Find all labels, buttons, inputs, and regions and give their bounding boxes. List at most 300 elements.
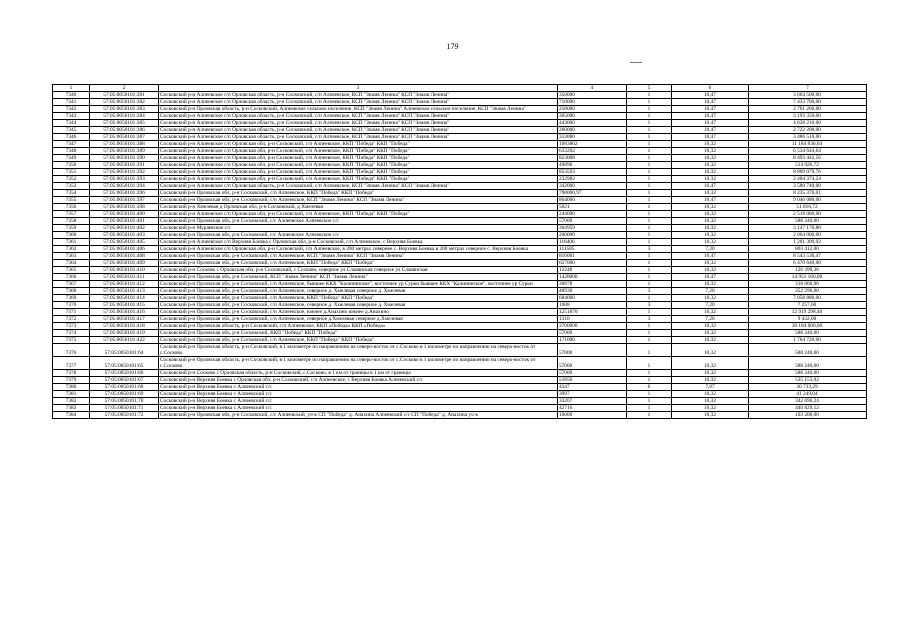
rate-cell: 10,32 xyxy=(672,344,749,357)
row-number-cell: 7372 xyxy=(53,316,90,323)
address-cell: Сосковский р-н Сосково с Орловская обл, р-н Сосковский, с Сосково, северное ул.Славянская северное ул.Славянская xyxy=(159,267,558,274)
rate-cell: 10,32 xyxy=(672,398,749,405)
area-cell: 816001 xyxy=(558,253,627,260)
rate-cell: 10,32 xyxy=(672,357,749,370)
table-row xyxy=(53,253,867,260)
category-cell: 1 xyxy=(627,309,672,316)
cadastral-number-cell: 57:05:0050101:419 xyxy=(90,330,159,337)
address-cell: Сосковский р-н Алпеевское с/п Орловская область, р-н Сосковский, с/п Алпеевское, КСП "Знамя Ленина" КСП "Знамя Ленина" xyxy=(159,92,558,99)
cadastral-number-cell: 57:05:0050101:398 xyxy=(90,204,159,211)
cadastral-value-cell: 514 926,72 xyxy=(749,162,867,169)
category-cell: 1 xyxy=(627,218,672,225)
category-cell: 1 xyxy=(627,169,672,176)
address-cell: Сосковский р-н Орловская обл, р-н Сосковский, с/п Алпеевское, ККП "Победа" ККП "Победа" xyxy=(159,190,558,197)
cadastral-value-cell: 38 184 000,00 xyxy=(749,323,867,330)
row-number-cell: 7373 xyxy=(53,323,90,330)
table-row xyxy=(53,176,867,183)
cadastral-number-cell: 57:05:0050101:405 xyxy=(90,239,159,246)
area-cell: 443000 xyxy=(558,120,627,127)
scan-mark xyxy=(630,62,642,63)
cadastral-value-cell: 7 257,60 xyxy=(749,302,867,309)
cadastral-value-cell: 8 235 370,01 xyxy=(749,190,867,197)
cadastral-number-cell: 57:05:0050101:72 xyxy=(90,412,159,419)
row-number-cell: 7377 xyxy=(53,357,90,370)
table-row xyxy=(53,323,867,330)
category-cell: 1 xyxy=(627,211,672,218)
rate-cell: 10,32 xyxy=(672,155,749,162)
address-cell: Сосковский р-н Орловская обл, р-н Сосковский, с/п Алпеевское, КСП "Знамя Ленина" КСП "Знамя Ленина" xyxy=(159,197,558,204)
row-number-cell: 7379 xyxy=(53,377,90,384)
cadastral-value-cell: 11 184 836,64 xyxy=(749,141,867,148)
table-row xyxy=(53,370,867,377)
address-cell: Сосковский р-н Алпеевское с/п Орловская обл, р-н Сосковский, с/п Алпеевское, ККП "Победа" ККП "Победа" xyxy=(159,176,558,183)
table-row xyxy=(53,120,867,127)
area-cell: 57000 xyxy=(558,357,627,370)
rate-cell: 10,47 xyxy=(672,106,749,113)
cadastral-number-cell: 57:05:0050101:64 xyxy=(90,344,159,357)
rate-cell: 10,47 xyxy=(672,274,749,281)
category-cell: 1 xyxy=(627,225,672,232)
area-cell: 305000 xyxy=(558,113,627,120)
cadastral-number-cell: 57:05:0050101:400 xyxy=(90,211,159,218)
category-cell: 1 xyxy=(627,183,672,190)
rate-cell: 10,32 xyxy=(672,218,749,225)
cadastral-value-cell: 12 919 298,40 xyxy=(749,309,867,316)
address-cell: Сосковский р-н Орловская обл, р-н Сосковский, с/с Алпеевское Алпеевское с/с xyxy=(159,218,558,225)
rate-cell: 10,47 xyxy=(672,253,749,260)
cadastral-value-cell: 2 722 200,00 xyxy=(749,127,867,134)
address-cell: Сосковский р-н Сосково с Орловская область, р-н Сосковский, с.Сосково, в 1 км от границы в 1 км от границы xyxy=(159,370,558,377)
cadastral-value-cell: 2 701 260,00 xyxy=(749,106,867,113)
rate-cell: 10,32 xyxy=(672,323,749,330)
row-number-cell: 7356 xyxy=(53,204,90,211)
area-cell: 10000 xyxy=(558,412,627,419)
row-number-cell: 7355 xyxy=(53,197,90,204)
table-row xyxy=(53,190,867,197)
address-cell: Сосковский р-н Орловская обл, р-н Сосковский, с/п Алпеевское, южнее д.Анахино южнее д.Анахино xyxy=(159,309,558,316)
table-row xyxy=(53,141,867,148)
cadastral-value-cell: 8 543 530,47 xyxy=(749,253,867,260)
category-cell: 1 xyxy=(627,281,672,288)
cadastral-value-cell: 8 493 442,56 xyxy=(749,155,867,162)
rate-cell: 10,47 xyxy=(672,134,749,141)
table-row xyxy=(53,391,867,398)
area-cell: 710000 xyxy=(558,99,627,106)
rate-cell: 10,32 xyxy=(672,141,749,148)
address-cell: Сосковский р-н Алпеевское с/п Орловская обл, р-н Сосковский, с/п Алпеевское, ККП "Победа" ККП "Победа" xyxy=(159,169,558,176)
rate-cell: 10,47 xyxy=(672,92,749,99)
cadastral-number-cell: 57:05:0050101:391 xyxy=(90,162,159,169)
header-cell: 7 xyxy=(749,85,867,92)
category-cell: 1 xyxy=(627,405,672,412)
table-row xyxy=(53,197,867,204)
category-cell: 1 xyxy=(627,357,672,370)
rate-cell: 10,32 xyxy=(672,232,749,239)
cadastral-number-cell: 57:05:0050101:393 xyxy=(90,176,159,183)
cadastral-number-cell: 57:05:0050101:409 xyxy=(90,260,159,267)
table-row xyxy=(53,92,867,99)
area-cell: 57000 xyxy=(558,218,627,225)
area-cell: 48930 xyxy=(558,288,627,295)
address-cell: Сосковский р-н Верхняя Боевка с Алпеевский с/с xyxy=(159,398,558,405)
cadastral-value-cell: 440 829,12 xyxy=(749,405,867,412)
rate-cell: 7,20 xyxy=(672,288,749,295)
area-cell: 57000 xyxy=(558,370,627,377)
address-cell: Сосковский р-н Орловская обл, р-н Сосковский, с/п Алпеевское, ККП "Победа" ККП "Победа" xyxy=(159,260,558,267)
cadastral-value-cell: 352 296,00 xyxy=(749,288,867,295)
rate-cell: 10,47 xyxy=(672,127,749,134)
rate-cell: 10,32 xyxy=(672,176,749,183)
cadastral-number-cell: 57:05:0050101:412 xyxy=(90,281,159,288)
category-cell: 3 xyxy=(627,246,672,253)
category-cell: 1 xyxy=(627,92,672,99)
table-row xyxy=(53,344,867,357)
table-row xyxy=(53,246,867,253)
address-cell: Сосковский р-н Орловская обл, р-н Сосковский, с/п Алпеевское, ККП "Победа" ККП "Победа" xyxy=(159,295,558,302)
area-cell: 171000 xyxy=(558,337,627,344)
row-number-cell: 7352 xyxy=(53,176,90,183)
cadastral-value-cell: 588 240,00 xyxy=(749,218,867,225)
row-number-cell: 7350 xyxy=(53,162,90,169)
area-cell: 5021 xyxy=(558,204,627,211)
address-cell: Сосковский р-н Верхняя Боевка с Алпеевский с/с xyxy=(159,384,558,391)
rate-cell: 10,47 xyxy=(672,120,749,127)
cadastral-value-cell: 803 412,00 xyxy=(749,246,867,253)
cadastral-number-cell: 57:05:0050101:408 xyxy=(90,253,159,260)
area-cell: 1310 xyxy=(558,316,627,323)
cadastral-number-cell: 57:05:0050101:411 xyxy=(90,274,159,281)
area-cell: 200000 xyxy=(558,232,627,239)
cadastral-number-cell: 57:05:0050101:383 xyxy=(90,106,159,113)
rate-cell: 10,32 xyxy=(672,309,749,316)
cadastral-value-cell: 6 534 644,64 xyxy=(749,148,867,155)
header-cell: 3 xyxy=(159,85,558,92)
category-cell: 1 xyxy=(627,260,672,267)
cadastral-number-cell: 57:05:0050101:418 xyxy=(90,323,159,330)
rate-cell: 7,20 xyxy=(672,302,749,309)
category-cell: 1 xyxy=(627,344,672,357)
cadastral-number-cell: 57:05:0050101:394 xyxy=(90,183,159,190)
table-row xyxy=(53,295,867,302)
address-cell: Сосковский р-н Орловская обл, р-н Сосковский, с/п Алпеевское, северное д. Хмелевая северное д. Хмелевая xyxy=(159,288,558,295)
table-row xyxy=(53,330,867,337)
category-cell: 1 xyxy=(627,176,672,183)
cadastral-number-cell: 57:05:0050101:382 xyxy=(90,99,159,106)
table-row xyxy=(53,239,867,246)
category-cell: 1 xyxy=(627,391,672,398)
table-row xyxy=(53,412,867,419)
cadastral-value-cell: 41 249,04 xyxy=(749,391,867,398)
cadastral-number-cell: 57:05:0050101:65 xyxy=(90,357,159,370)
address-cell: Сосковский р-н Орловская обл, р-н Сосковский, ККП "Победа" ККП "Победа" xyxy=(159,330,558,337)
address-cell: Сосковский р-н Алпеевское с/п Орловская область, р-н Сосковский, с/п Алпеевское, КСП "Знамя Ленина" КСП "Знамя Ленина" xyxy=(159,127,558,134)
category-cell: 3 xyxy=(627,288,672,295)
table-body xyxy=(53,85,867,419)
cadastral-number-cell: 57:05:0050101:410 xyxy=(90,267,159,274)
area-cell: 4347 xyxy=(558,384,627,391)
category-cell: 1 xyxy=(627,204,672,211)
area-cell: 627000 xyxy=(558,260,627,267)
header-cell: 6 xyxy=(672,85,749,92)
cadastral-number-cell: 57:05:0050101:381 xyxy=(90,92,159,99)
area-cell: 823008 xyxy=(558,155,627,162)
area-cell: 33207 xyxy=(558,398,627,405)
area-cell: 1251870 xyxy=(558,309,627,316)
cadastral-number-cell: 57:05:0050101:384 xyxy=(90,113,159,120)
address-cell: Сосковский р-н Алпеевское с/п Орловская область, р-н Сосковский, с/п Алпеевское, КСП "Знамя Ленина" КСП "Знамя Ленина" xyxy=(159,183,558,190)
row-number-cell: 7367 xyxy=(53,281,90,288)
row-number-cell: 7383 xyxy=(53,405,90,412)
cadastral-value-cell: 588 240,00 xyxy=(749,370,867,377)
category-cell: 1 xyxy=(627,323,672,330)
cadastral-number-cell: 57:05:0050101:68 xyxy=(90,384,159,391)
cadastral-value-cell: 3 193 350,00 xyxy=(749,113,867,120)
row-number-cell: 7354 xyxy=(53,190,90,197)
row-number-cell: 7353 xyxy=(53,183,90,190)
category-cell: 1 xyxy=(627,197,672,204)
row-number-cell: 7347 xyxy=(53,141,90,148)
category-cell: 6 xyxy=(627,384,672,391)
row-number-cell: 7374 xyxy=(53,330,90,337)
area-cell: 111585 xyxy=(558,246,627,253)
cadastral-number-cell: 57:05:0050101:415 xyxy=(90,302,159,309)
row-number-cell: 7358 xyxy=(53,218,90,225)
header-cell: 5 xyxy=(627,85,672,92)
address-cell: Сосковский р-н Алпеевское с/п Орловская обл, р-н Сосковский, с/п Алпеевское, ККП "Победа" ККП "Победа" xyxy=(159,141,558,148)
table-row xyxy=(53,274,867,281)
row-number-cell: 7351 xyxy=(53,169,90,176)
rate-cell: 10,32 xyxy=(672,204,749,211)
cadastral-value-cell: 3 580 740,00 xyxy=(749,183,867,190)
row-number-cell: 7359 xyxy=(53,225,90,232)
row-number-cell: 7340 xyxy=(53,92,90,99)
rate-cell: 10,47 xyxy=(672,197,749,204)
cadastral-number-cell: 57:05:0050101:414 xyxy=(90,295,159,302)
category-cell: 1 xyxy=(627,377,672,384)
row-number-cell: 7362 xyxy=(53,246,90,253)
address-cell: Сосковский р-н Алпеевское с/п Орловская обл, р-н Сосковский, с/п Алпеевское, ККП "Победа" ККП "Победа" xyxy=(159,155,558,162)
table-row xyxy=(53,281,867,288)
cadastral-number-cell: 57:05:0050101:422 xyxy=(90,337,159,344)
cadastral-number-cell: 57:05:0050101:71 xyxy=(90,405,159,412)
header-cell: 1 xyxy=(53,85,90,92)
area-cell: 1083802 xyxy=(558,141,627,148)
address-cell: Сосковский р-н Алпеевское с/п Орловская обл, р-н Сосковский, с/п Алпеевское, ККП "Победа" ККП "Победа" xyxy=(159,162,558,169)
cadastral-number-cell: 57:05:0050101:385 xyxy=(90,120,159,127)
address-cell: Сосковский р-н Верхняя Боевка с Алпеевский с/с xyxy=(159,405,558,412)
table-row xyxy=(53,232,867,239)
address-cell: Сосковский р-н Алпеевское с/п Орловская обл, р-н Сосковский, с/п Алпеевское, ККП "Победа" ККП "Победа" xyxy=(159,211,558,218)
area-cell: 57000 xyxy=(558,330,627,337)
category-cell: 1 xyxy=(627,120,672,127)
category-cell: 1 xyxy=(627,134,672,141)
cadastral-value-cell: 4 638 210,00 xyxy=(749,120,867,127)
category-cell: 1 xyxy=(627,155,672,162)
address-cell: Сосковский р-н Верхняя Боевка с Орловская обл, р-н Сосковский, с/п Алпеевское, с Верхняя Боевка Алпеевский с/с xyxy=(159,377,558,384)
row-number-cell: 7365 xyxy=(53,267,90,274)
cadastral-number-cell: 57:05:0050101:388 xyxy=(90,141,159,148)
area-cell: 304959 xyxy=(558,225,627,232)
row-number-cell: 7370 xyxy=(53,302,90,309)
cadastral-value-cell: 588 240,00 xyxy=(749,330,867,337)
area-cell: 633202 xyxy=(558,148,627,155)
table-row xyxy=(53,204,867,211)
cadastral-table xyxy=(52,84,867,419)
row-number-cell: 7381 xyxy=(53,391,90,398)
table-row xyxy=(53,267,867,274)
table-row xyxy=(53,337,867,344)
address-cell: Сосковский р-н Орловская обл, р-н Сосковский, с/п Алпеевское, северное д.Хмелевая северное д.Хмелевая xyxy=(159,316,558,323)
cadastral-value-cell: 535 153,92 xyxy=(749,377,867,384)
address-cell: Сосковский р-н Орловская область, р-н Сосковский, с/п Алпеевское, ККП «Победа» ККП «Победа» xyxy=(159,323,558,330)
address-cell: Сосковский р-н Орловская обл, р-н Сосковский, с/с Алпеевское Алпеевское с/с xyxy=(159,232,558,239)
cadastral-number-cell: 57:05:0050101:413 xyxy=(90,288,159,295)
category-cell: 3 xyxy=(627,302,672,309)
row-number-cell: 7361 xyxy=(53,239,90,246)
page-number: 179 xyxy=(446,42,459,51)
area-cell: 853593 xyxy=(558,169,627,176)
row-number-cell: 7364 xyxy=(53,260,90,267)
cadastral-value-cell: 9 046 080,00 xyxy=(749,197,867,204)
cadastral-value-cell: 588 240,00 xyxy=(749,344,867,357)
address-cell: Сосковский р-н Орловская обл, р-н Сосковский, с/п Алпеевское, КСП "Знамя Ленина" КСП "Знамя Ленина" xyxy=(159,253,558,260)
table-row xyxy=(53,225,867,232)
row-number-cell: 7366 xyxy=(53,274,90,281)
cadastral-number-cell: 57:05:0050101:387 xyxy=(90,134,159,141)
area-cell: 12248 xyxy=(558,267,627,274)
rate-cell: 10,32 xyxy=(672,162,749,169)
rate-cell: 10,32 xyxy=(672,295,749,302)
rate-cell: 10,32 xyxy=(672,281,749,288)
table-row xyxy=(53,384,867,391)
table-row xyxy=(53,106,867,113)
category-cell: 1 xyxy=(627,267,672,274)
rate-cell: 10,32 xyxy=(672,377,749,384)
area-cell: 57000 xyxy=(558,344,627,357)
cadastral-number-cell: 57:05:0050101:403 xyxy=(90,232,159,239)
rate-cell: 7,07 xyxy=(672,384,749,391)
row-number-cell: 7341 xyxy=(53,99,90,106)
category-cell: 1 xyxy=(627,106,672,113)
rate-cell: 10,32 xyxy=(672,330,749,337)
category-cell: 1 xyxy=(627,330,672,337)
rate-cell: 10,32 xyxy=(672,267,749,274)
table-row xyxy=(53,377,867,384)
area-cell: 1008 xyxy=(558,302,627,309)
area-cell: 30878 xyxy=(558,281,627,288)
category-cell: 1 xyxy=(627,337,672,344)
row-number-cell: 7375 xyxy=(53,337,90,344)
category-cell: 3 xyxy=(627,316,672,323)
category-cell: 1 xyxy=(627,162,672,169)
cadastral-number-cell: 57:05:0050101:392 xyxy=(90,169,159,176)
category-cell: 1 xyxy=(627,148,672,155)
row-number-cell: 7384 xyxy=(53,412,90,419)
address-cell: Сосковский р-н Алпеевское с/п Верхняя Боевка с Орловская обл, р-н Сосковский, с/п Алпеевское, с Верхняя Боевка xyxy=(159,239,558,246)
table-row xyxy=(53,127,867,134)
header-cell: 2 xyxy=(90,85,159,92)
table-row xyxy=(53,134,867,141)
rate-cell: 10,47 xyxy=(672,113,749,120)
table-row xyxy=(53,155,867,162)
table-header-row xyxy=(53,85,867,92)
cadastral-value-cell: 3 664 500,00 xyxy=(749,92,867,99)
category-cell: 1 xyxy=(627,141,672,148)
area-cell: 260000 xyxy=(558,127,627,134)
table-row xyxy=(53,357,867,370)
rate-cell: 10,32 xyxy=(672,412,749,419)
cadastral-value-cell: 7 058 880,00 xyxy=(749,295,867,302)
rate-cell: 10,32 xyxy=(672,211,749,218)
table-row xyxy=(53,398,867,405)
cadastral-number-cell: 57:05:0050101:417 xyxy=(90,316,159,323)
area-cell: 51856 xyxy=(558,377,627,384)
address-cell: Сосковский р-н Алпеевское с/п Орловская область, р-н Сосковский, с/п Алпеевское, КСП "Знамя Ленина" КСП "Знамя Ленина" xyxy=(159,134,558,141)
rate-cell: 10,32 xyxy=(672,148,749,155)
category-cell: 1 xyxy=(627,99,672,106)
area-cell: 42716 xyxy=(558,405,627,412)
area-cell: 3997 xyxy=(558,391,627,398)
row-number-cell: 7346 xyxy=(53,134,90,141)
rate-cell: 10,32 xyxy=(672,405,749,412)
address-cell: Сосковский р-н Алпеевское с/п Орловская обл, р-н Сосковский, с/п Алпеевское, в 200 метрах севернее с. Верхняя Боевка в 200 метрах северное с. Верхняя Боевка xyxy=(159,246,558,253)
rate-cell: 10,32 xyxy=(672,169,749,176)
table-row xyxy=(53,211,867,218)
cadastral-number-cell: 57:05:0050101:397 xyxy=(90,197,159,204)
cadastral-number-cell: 57:05:0050101:70 xyxy=(90,398,159,405)
area-cell: 49896 xyxy=(558,162,627,169)
address-cell: Сосковский р-н Алпеевское с/п Орловская обл, р-н Сосковский, с/п Алпеевское, ККП "Победа" ККП "Победа" xyxy=(159,148,558,155)
row-number-cell: 7382 xyxy=(53,398,90,405)
cadastral-number-cell: 57:05:0050101:390 xyxy=(90,155,159,162)
row-number-cell: 7348 xyxy=(53,148,90,155)
table-row xyxy=(53,113,867,120)
cadastral-number-cell: 57:05:0050101:69 xyxy=(90,391,159,398)
table-row xyxy=(53,405,867,412)
row-number-cell: 7371 xyxy=(53,309,90,316)
area-cell: 798000,97 xyxy=(558,190,627,197)
row-number-cell: 7357 xyxy=(53,211,90,218)
table-row xyxy=(53,99,867,106)
category-cell: 1 xyxy=(627,370,672,377)
cadastral-number-cell: 57:05:0050101:396 xyxy=(90,190,159,197)
cadastral-number-cell: 57:05:0050101:66 xyxy=(90,370,159,377)
row-number-cell: 7349 xyxy=(53,155,90,162)
row-number-cell: 7376 xyxy=(53,344,90,357)
rate-cell: 10,32 xyxy=(672,239,749,246)
cadastral-number-cell: 57:05:0050101:389 xyxy=(90,148,159,155)
category-cell: 1 xyxy=(627,412,672,419)
address-cell: Сосковский р-н Мураевское с/с xyxy=(159,225,558,232)
address-cell: Сосковский р-н Орловская обл, р-н Сосковский, с/п Алпеевское, ККП "Победа" ККП "Победа" xyxy=(159,337,558,344)
category-cell: 1 xyxy=(627,295,672,302)
address-cell: Сосковский р-н Алпеевское с/п Орловская область, р-н Сосковский, с/п Алпеевское, КСП "Знамя Ленина" КСП "Знамя Ленина" xyxy=(159,99,558,106)
address-cell: Сосковский р-н Орловская обл, р-н Сосковский, с/п Алпеевское, бывшее ККХ "Калининское", восточнее ур Сурки бывшее ККХ "Калининское", восточнее ур Сурки xyxy=(159,281,558,288)
address-cell: Сосковский р-н Орловская обл, р-н Сосковский, КСП "Знамя Ленина" КСП "Знамя Ленина" xyxy=(159,274,558,281)
cadastral-value-cell: 3 486 510,00 xyxy=(749,134,867,141)
category-cell: 1 xyxy=(627,398,672,405)
cadastral-value-cell: 342 696,24 xyxy=(749,398,867,405)
address-cell: Сосковский р-н Орловская область, р-н Сосковский, в 1 километре по направлению на северо-восток от с.Сосково в 1 километре по направлению на северо-восток от с.Сосково xyxy=(159,357,558,370)
rate-cell: 10,32 xyxy=(672,260,749,267)
rate-cell: 10,32 xyxy=(672,225,749,232)
table-row xyxy=(53,183,867,190)
row-number-cell: 7380 xyxy=(53,384,90,391)
address-cell: Сосковский р-н Алпеевское с/п Орловская область, р-н Сосковский, с/п Алпеевское, КСП "Знамя Ленина" КСП "Знамя Ленина" xyxy=(159,113,558,120)
area-cell: 232982 xyxy=(558,176,627,183)
table-row xyxy=(53,302,867,309)
category-cell: 1 xyxy=(627,274,672,281)
